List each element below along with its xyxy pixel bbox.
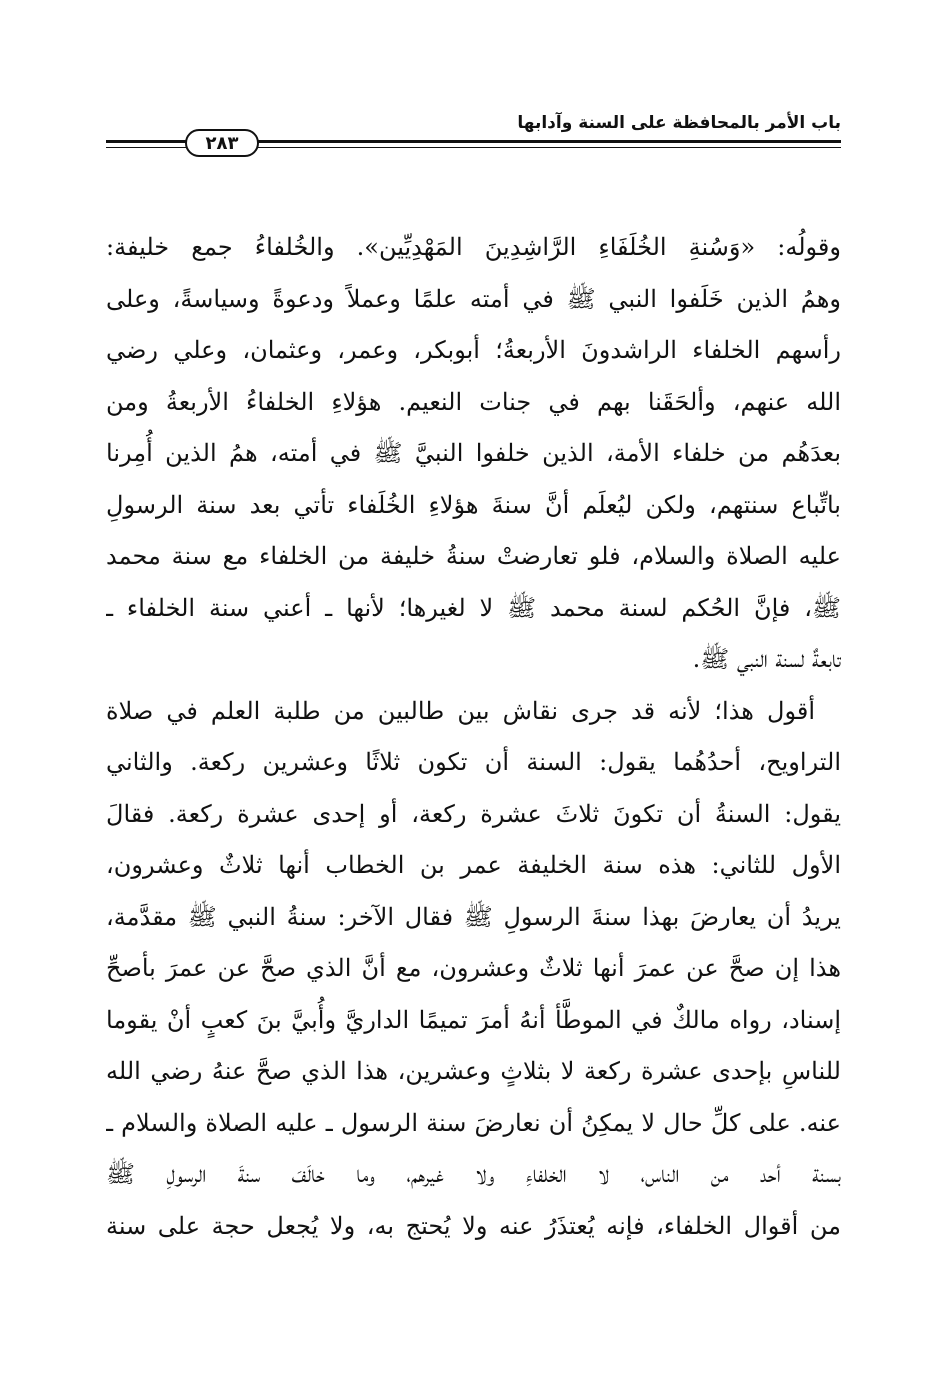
- paragraph-2: [106, 686, 841, 1253]
- text-line: التراويح، أحدُهُما يقول: السنة أن تكون ثلاثًا وعشرين ركعة. والثاني: [106, 748, 841, 776]
- text-line: رأسهم الخلفاء الراشدونَ الأربعةُ؛ أبوبكر، وعمر، وعثمان، وعلي رضي: [106, 336, 841, 364]
- text-line: يقول: السنةُ أن تكونَ ثلاثَ عشرة ركعة، أو إحدى عشرة ركعة. فقالَ: [106, 799, 841, 828]
- text-line: عنه. على كلِّ حال لا يمكِنُ أن نعارضَ سنة الرسول ـ عليه الصلاة والسلام ـ: [106, 1108, 841, 1137]
- text-line: للناسِ بإحدى عشرة ركعة لا بثلاثٍ وعشرين، هذا الذي صحَّ عنهُ رضي الله: [106, 1057, 841, 1085]
- body-text: [106, 222, 841, 1252]
- text-line: وهمُ الذين خَلَفوا النبي ﷺ في أمته علمًا وعملاً ودعوةً وسياسةً، وعلى: [106, 284, 841, 313]
- text-line: بسنة أحد من الناس، لا الخلفاءِ ولا غيرهم، وما خالَفَ سنةَ الرسولِ ﷺ: [106, 1160, 841, 1188]
- running-header-title: باب الأمر بالمحافظة على السنة وآدابها: [517, 113, 841, 133]
- text-line: إسناد، رواه مالكٌ في الموطَّأ أنهُ أمرَ تميمًا الداريَّ وأُبيَّ بنَ كعبٍ أنْ يقوما: [106, 1005, 841, 1034]
- text-line: هذا إن صحَّ عن عمرَ أنها ثلاثٌ وعشرون، مع أنَّ الذي صحَّ عن عمرَ بأصحِّ: [106, 954, 841, 982]
- text-line: ﷺ، فإنَّ الحُكم لسنة محمد ﷺ لا لغيرها؛ لأنها ـ أعني سنة الخلفاء ـ: [106, 593, 841, 622]
- text-line: أقول هذا؛ لأنه قد جرى نقاش بين طالبين من طلبة العلم في صلاة: [106, 696, 815, 725]
- text-line: عليه الصلاة والسلام، فلو تعارضتْ سنةُ خليفة من الخلفاء مع سنة محمد: [106, 542, 841, 570]
- text-line: بعدَهُم من خلفاء الأمة، الذين خلفوا النبيَّ ﷺ في أمته، همُ الذين أُمِرنا: [106, 439, 841, 467]
- page-number: ٢٨٣: [185, 129, 259, 157]
- text-line: باتِّباع سنتهم، ولكن ليُعلَم أنَّ سنةَ هؤلاءِ الخُلَفاء تأتي بعد سنة الرسولِ: [106, 490, 841, 519]
- text-line: وقولُه: «وَسُنةِ الخُلَفَاءِ الرَّاشِدِينَ المَهْدِيِّين». والخُلفاءُ جمع خليفة:: [106, 233, 841, 261]
- text-line: يريدُ أن يعارضَ بهذا سنةَ الرسولِ ﷺ فقال الآخر: سنةُ النبي ﷺ مقدَّمة،: [106, 902, 841, 931]
- text-line: الأول للثاني: هذه سنة الخليفة عمر بن الخطاب أنها ثلاثٌ وعشرون،: [106, 851, 841, 879]
- text-line: من أقوال الخلفاء، فإنه يُعتذَرُ عنه ولا يُحتج به، ولا يُجعل حجة على سنة: [106, 1211, 841, 1240]
- text-line: الله عنهم، وألحَقَنا بهم في جنات النعيم. هؤلاءِ الخلفاءُ الأربعةُ ومن: [106, 387, 841, 416]
- text-line: تابعةٌ لسنة النبي ﷺ.: [692, 645, 841, 673]
- paragraph-1: [106, 222, 841, 686]
